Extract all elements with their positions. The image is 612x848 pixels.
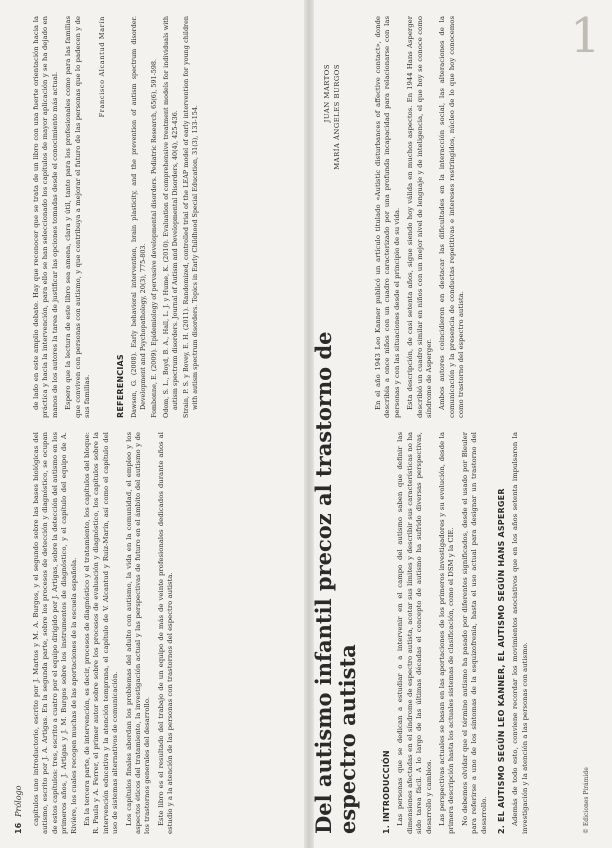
- left-page: [8, 8, 308, 840]
- right-page: [308, 8, 604, 840]
- running-head: [14, 786, 23, 834]
- reference-item: Odom, S. L., Boyd, B. A., Hall, L. J. y Hume, K. (2010). Evaluation of comprehensive treatment models for individuals with autism spectrum disorders. Journal of Autism and Developmental Disorders, 40(4), 425-436.: [162, 16, 179, 418]
- paragraph: Los capítulos finales abordan los problemas del adulto con autismo, la vida en la comunidad, el empleo y los aspectos éticos del tratamiento, la investigación actual y las perspectivas de futuro en el ámbito del autismo y de los trastornos generales del desarrollo.: [124, 432, 152, 834]
- left-column-2: [32, 16, 304, 418]
- reference-item: Dawson, G. (2008). Early behavioral intervention, brain plasticity, and the prevention of autism spectrum disorder. Development and Psychopathology, 20(3), 775-803.: [130, 16, 147, 418]
- paragraph: No debemos olvidar que el término autismo ha pasado por diferentes significados, desde el usado por Bleuler para referirse a uno de los síntomas de la esquizofrenia, hasta el uso actual para designar un trastorno del desarrollo.: [460, 432, 488, 834]
- paragraph: Este libro es el resultado del trabajo de un equipo de más de veinte profesionales dedicados durante años al estudio y a la atención de las personas con trastornos del espectro autista.: [156, 432, 175, 834]
- references-heading: REFERENCIAS: [115, 354, 125, 418]
- section-heading-introduccion: 1. INTRODUCCIÓN: [382, 750, 391, 834]
- right-column-1: [374, 432, 600, 834]
- paragraph: de lado en este amplio debate. Hay que reconocer que se trata de un libro con una fuerte orientación hacia la práctica y hacia la intervención, para ello se han seleccionado los capítulos de mayor aplicación y se ha dejado en manos de los autores la tarea de justificar las opciones tomadas desde el conocimiento más actual.: [32, 16, 59, 418]
- paragraph: Esta descripción, de casi setenta años, sigue siendo hoy válida en muchos aspectos. En 1944 Hans Asperger describió un cuadro similar en niños con un mejor nivel de lenguaje y de inteligencia, el que hoy se conoce como síndrome de Asperger.: [406, 16, 434, 418]
- author: MARÍA ÁNGELES BURGOS: [333, 64, 341, 170]
- left-page-content: [12, 16, 304, 834]
- right-page-content: [311, 8, 601, 834]
- paragraph: Las perspectivas actuales se basan en las aportaciones de los primeros investigadores y su evolución, desde la primera descripción hasta los actuales sistemas de clasificación, como el DSM y la CIE.: [438, 432, 456, 834]
- paragraph: capítulos uno introductorio, escrito por J. Martos y M. A. Burgos, y el segundo sobre las bases biológicas del autismo, escrito por J. A. Artigas. En la segunda parte, sobre los procesos de detección y diagnóstico, se ocupan de estos capítulos: tres, escrito a cuatro por el equipo dirigido por J. Artigas, sobre la detección del autismo en los primeros años, J. Artigas y J. M. Burgos sobre los instrumentos de diagnóstico, y el capítulo del equipo de A. Rivière, los cuales recogen muchas de las aportaciones de la escuela española.: [32, 432, 78, 834]
- right-column-2: [374, 8, 601, 418]
- signature: Francisco Alcantud Marín: [98, 16, 107, 118]
- paragraph: En el año 1943 Leo Kanner publicó un artículo titulado «Autistic disturbances of affective contact», donde describía a once niños con un cuadro caracterizado por una profunda incapacidad para relacionarse con las personas y con las situaciones desde el principio de su vida.: [374, 16, 401, 418]
- page-number: 16: [14, 822, 23, 834]
- reference-item: Fombonne, E. (2009). Epidemiology of pervasive developmental disorders. Pediatric Research, 65(6), 591-598.: [150, 58, 159, 418]
- chapter-authors: [322, 64, 342, 294]
- paragraph: Ambos autores coincidieron en destacar las dificultades en la interacción social, las alteraciones de la comunicación y la presencia de conductas repetitivas e intereses restringidos, núcleo de lo que hoy conocemos como trastorno del espectro autista.: [438, 16, 466, 418]
- reference-item: Strain, P. S. y Bovey, E. H. (2011). Randomized, controlled trial of the LEAP model of early intervention for young children with autism spectrum disorders. Topics in Early Childhood Special Education, 31(3), 133-154.: [182, 16, 199, 418]
- publisher-footer: © Ediciones Pirámide: [583, 767, 590, 834]
- section-heading-kanner-asperger: 2. EL AUTISMO SEGÚN LEO KANNER, EL AUTISMO SEGÚN HANS ASPERGER: [497, 488, 507, 834]
- running-head-title: Prólogo: [14, 785, 23, 817]
- chapter-title: Del autismo infantil precoz al trastorno de espectro autista: [311, 331, 360, 834]
- chapter-number: 1: [570, 8, 601, 64]
- left-column-1: [32, 432, 304, 834]
- paragraph: Además de todo esto, conviene recordar los movimientos asociativos que en los años setenta impulsaron la investigación y la atención a las personas con autismo.: [511, 432, 529, 834]
- paragraph: Las personas que se dedican a estudiar o a intervenir en el campo del autismo saben que definir las dimensiones afectadas en el síndrome de espectro autista, acotar sus límites y describir sus características no ha sido tarea fácil. A lo largo de las últimas décadas el concepto de autismo ha sufrido diversas perspectivas, desarrollo y cambios.: [396, 432, 433, 834]
- author: JUAN MARTOS: [323, 64, 331, 123]
- paragraph: En la tercera parte, de intervención, es decir, procesos de diagnóstico y el tratamiento, los capítulos del bloque: R. Paula y A. Ferrer, el primer autor sobre sobre los procesos de evaluación y diagnóstico, los capítulos sobre la intervención educativa y la atención temprana, el capítulo de V. Alcantud y Ruiz-Marín, así como el capítulo del uso de sistemas alternativos de comunicación.: [83, 432, 120, 834]
- paragraph: Espero que la lectura de este libro sea amena, clara y útil, tanto para los profesionales como para las familias que conviven con personas con autismo, y que contribuya a mejorar el futuro de las personas que lo padecen y de sus familias.: [64, 16, 92, 418]
